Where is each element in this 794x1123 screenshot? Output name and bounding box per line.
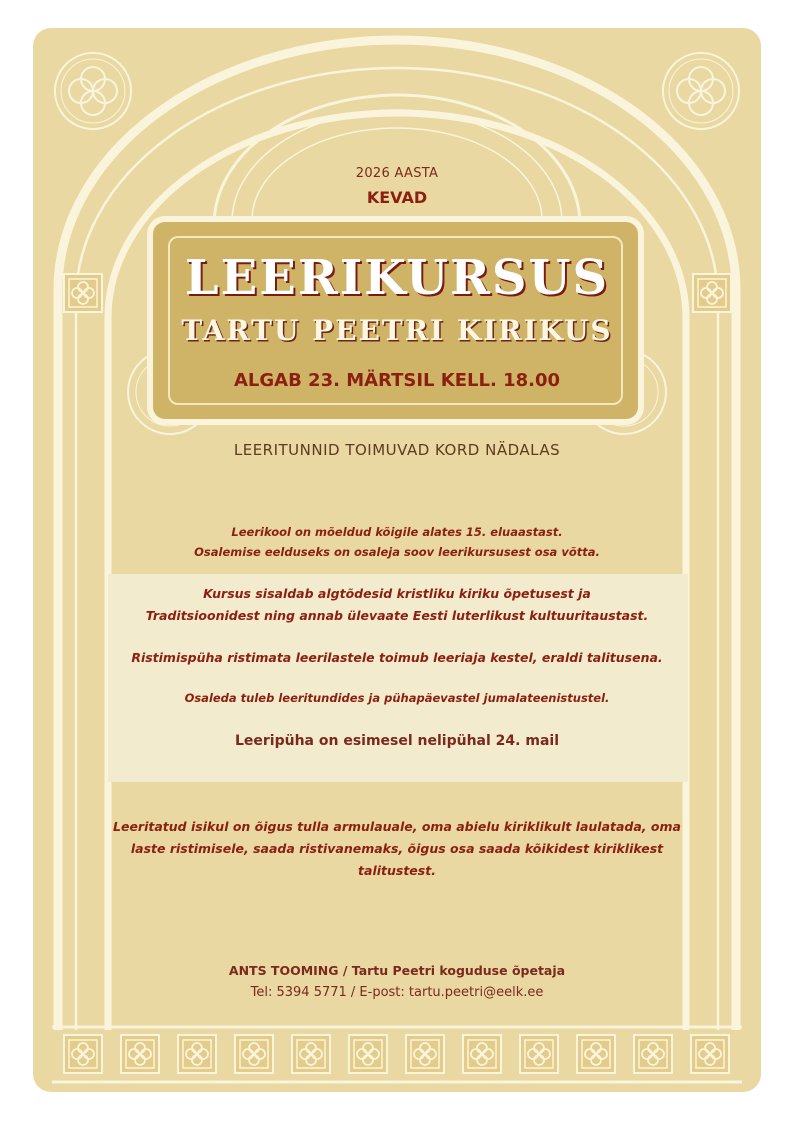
rights-line: Leeritatud isikul on õigus tulla armulauale, oma abielu kiriklikult laulatada, oma [113, 819, 681, 834]
contact-info: Tel: 5394 5771 / E-post: tartu.peetri@eelk.ee [250, 985, 544, 1000]
confirmation-day: Leeripüha on esimesel nelipühal 24. mail [234, 733, 559, 749]
quatrefoil-icon [55, 53, 131, 129]
quatrefoil-icon [663, 53, 739, 129]
flower-tile-icon [577, 1035, 615, 1073]
baptism-paragraph: Ristimispüha ristimata leerilastele toimub leeriaja kestel, eraldi talitusena. [131, 650, 663, 665]
flower-tile-icon [691, 1035, 729, 1073]
course-title: LEERIKURSUS [184, 250, 610, 306]
attendance-paragraph: Osaleda tuleb leeritundides ja pühapäevastel jumalateenistustel. [184, 691, 610, 705]
rights-line: talitustest. [358, 863, 436, 878]
content-paragraph [100, 583, 694, 627]
flower-tile-icon [235, 1035, 273, 1073]
eligibility-line: Osalemise eelduseks on osaleja soov leerikursusest osa võtta. [194, 545, 600, 559]
flower-tile-icon [121, 1035, 159, 1073]
flower-tile-icon [178, 1035, 216, 1073]
eligibility-paragraph [100, 522, 694, 562]
contact-name: ANTS TOOMING / Tartu Peetri koguduse õpetaja [228, 963, 566, 978]
season-label: KEVAD [366, 188, 428, 207]
flower-tile-icon [463, 1035, 501, 1073]
eligibility-line: Leerikool on mõeldud kõigile alates 15. eluaastast. [231, 525, 563, 539]
flower-tile-icon [292, 1035, 330, 1073]
rights-paragraph [96, 816, 698, 882]
content-line: Kursus sisaldab algtõdesid kristliku kiriku õpetusest ja [203, 586, 591, 601]
flower-tile-icon [64, 1035, 102, 1073]
rights-line: laste ristimisele, saada ristivanemaks, õigus osa saada kõikidest kiriklikest [130, 841, 664, 856]
year-label: 2026 AASTA [355, 166, 439, 181]
church-subtitle: TARTU PEETRI KIRIKUS [181, 314, 613, 347]
flower-tile-icon [349, 1035, 387, 1073]
schedule-note: LEERITUNNID TOIMUVAD KORD NÄDALAS [233, 441, 561, 459]
start-date: ALGAB 23. MÄRTSIL KELL. 18.00 [233, 370, 561, 391]
content-line: Traditsioonidest ning annab ülevaate Eesti luterlikust kultuuritaustast. [145, 608, 649, 623]
flower-tile-icon [520, 1035, 558, 1073]
flower-tile-icon [634, 1035, 672, 1073]
flower-tile-icon [406, 1035, 444, 1073]
